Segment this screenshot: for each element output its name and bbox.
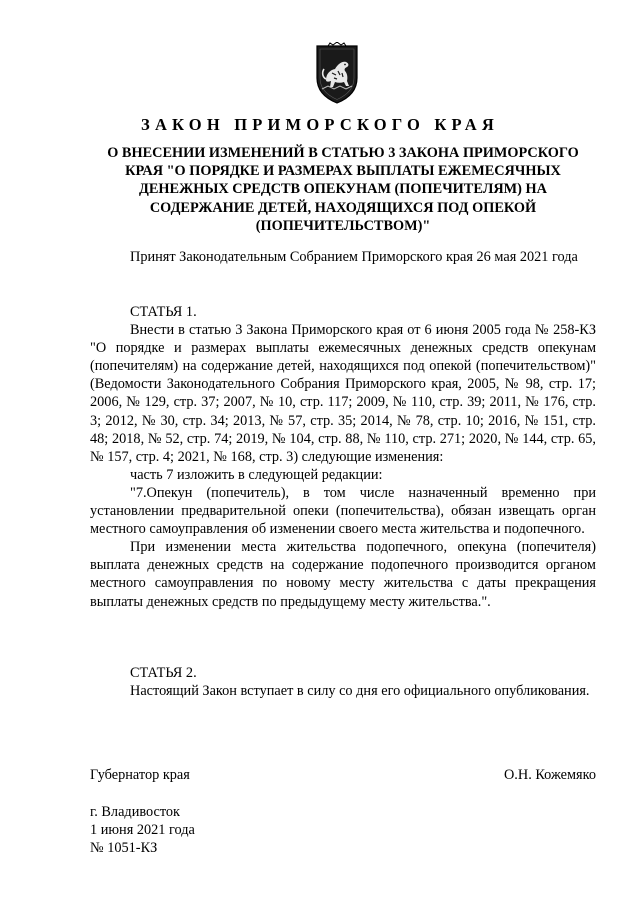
footer-city: г. Владивосток (90, 804, 180, 820)
article-1-paragraph: часть 7 изложить в следующей редакции: (130, 466, 383, 483)
article-2-heading: СТАТЬЯ 2. (130, 665, 197, 681)
primorsky-krai-coat-of-arms-icon (314, 42, 360, 104)
adoption-note (90, 248, 596, 266)
signature-block (90, 766, 596, 784)
article-2-paragraph: Настоящий Закон вступает в силу со дня его официального опубликования. (130, 683, 590, 700)
article-2 (90, 664, 596, 700)
law-subtitle: О ВНЕСЕНИИ ИЗМЕНЕНИЙ В СТАТЬЮ 3 ЗАКОНА ПРИМОРСКОГО КРАЯ "О ПОРЯДКЕ И РАЗМЕРАХ ВЫПЛАТЫ ЕЖЕМЕСЯЧНЫХ ДЕНЕЖНЫХ СРЕДСТВ ОПЕКУНАМ (ПОПЕЧИТЕЛЯМ) НА СОДЕРЖАНИЕ ДЕТЕЙ, НАХОДЯЩИХСЯ ПОД ОПЕКОЙ (ПОПЕЧИТЕЛЬСТВОМ)" (107, 145, 579, 234)
coat-of-arms-icon (314, 42, 360, 104)
article-1-heading: СТАТЬЯ 1. (130, 304, 197, 320)
article-1 (90, 303, 596, 611)
law-title: ЗАКОН ПРИМОРСКОГО КРАЯ (141, 115, 499, 134)
document-footer (90, 803, 390, 857)
article-1-paragraph: Внести в статью 3 Закона Приморского края от 6 июня 2005 года № 258-КЗ "О порядке и размерах выплаты ежемесячных денежных средств опекунам (попечителям) на содержание детей, находящихся под опекой (попечительством)" (Ведомости Законодательного Собрания Приморского края, 2005, № 98, стр. 17; 2006, № 129, стр. 37; 2007, № 10, стр. 117; 2009, № 110, стр. 39; 2011, № 176, стр. 3; 2012, № 30, стр. 34; 2013, № 57, стр. 35; 2014, № 78, стр. 10; 2016, № 151, стр. 48; 2018, № 52, стр. 74; 2019, № 104, стр. 88, № 110, стр. 271; 2020, № 144, стр. 65, № 157, стр. 4; 2021, № 168, стр. 3) следующие изменения: (90, 322, 596, 465)
article-1-paragraph: При изменении места жительства подопечного, опекуна (попечителя) выплата денежных средств на содержание подопечного производится органом местного самоуправления по новому месту жительства с даты прекращения выплаты денежных средств по предыдущему месту жительства.". (90, 539, 596, 610)
footer-number: № 1051-КЗ (90, 840, 158, 856)
article-1-paragraph: "7.Опекун (попечитель), в том числе назначенный временно при установлении предварительной опеки (попечительства), обязан извещать орган местного самоуправления об изменении своего места жительства и подопечного. (90, 484, 596, 538)
signatory-position: Губернатор края (90, 767, 190, 783)
footer-date: 1 июня 2021 года (90, 822, 195, 838)
signatory-name: О.Н. Кожемяко (503, 767, 596, 783)
adoption-text: Принят Законодательным Собранием Приморского края 26 мая 2021 года (130, 249, 578, 265)
